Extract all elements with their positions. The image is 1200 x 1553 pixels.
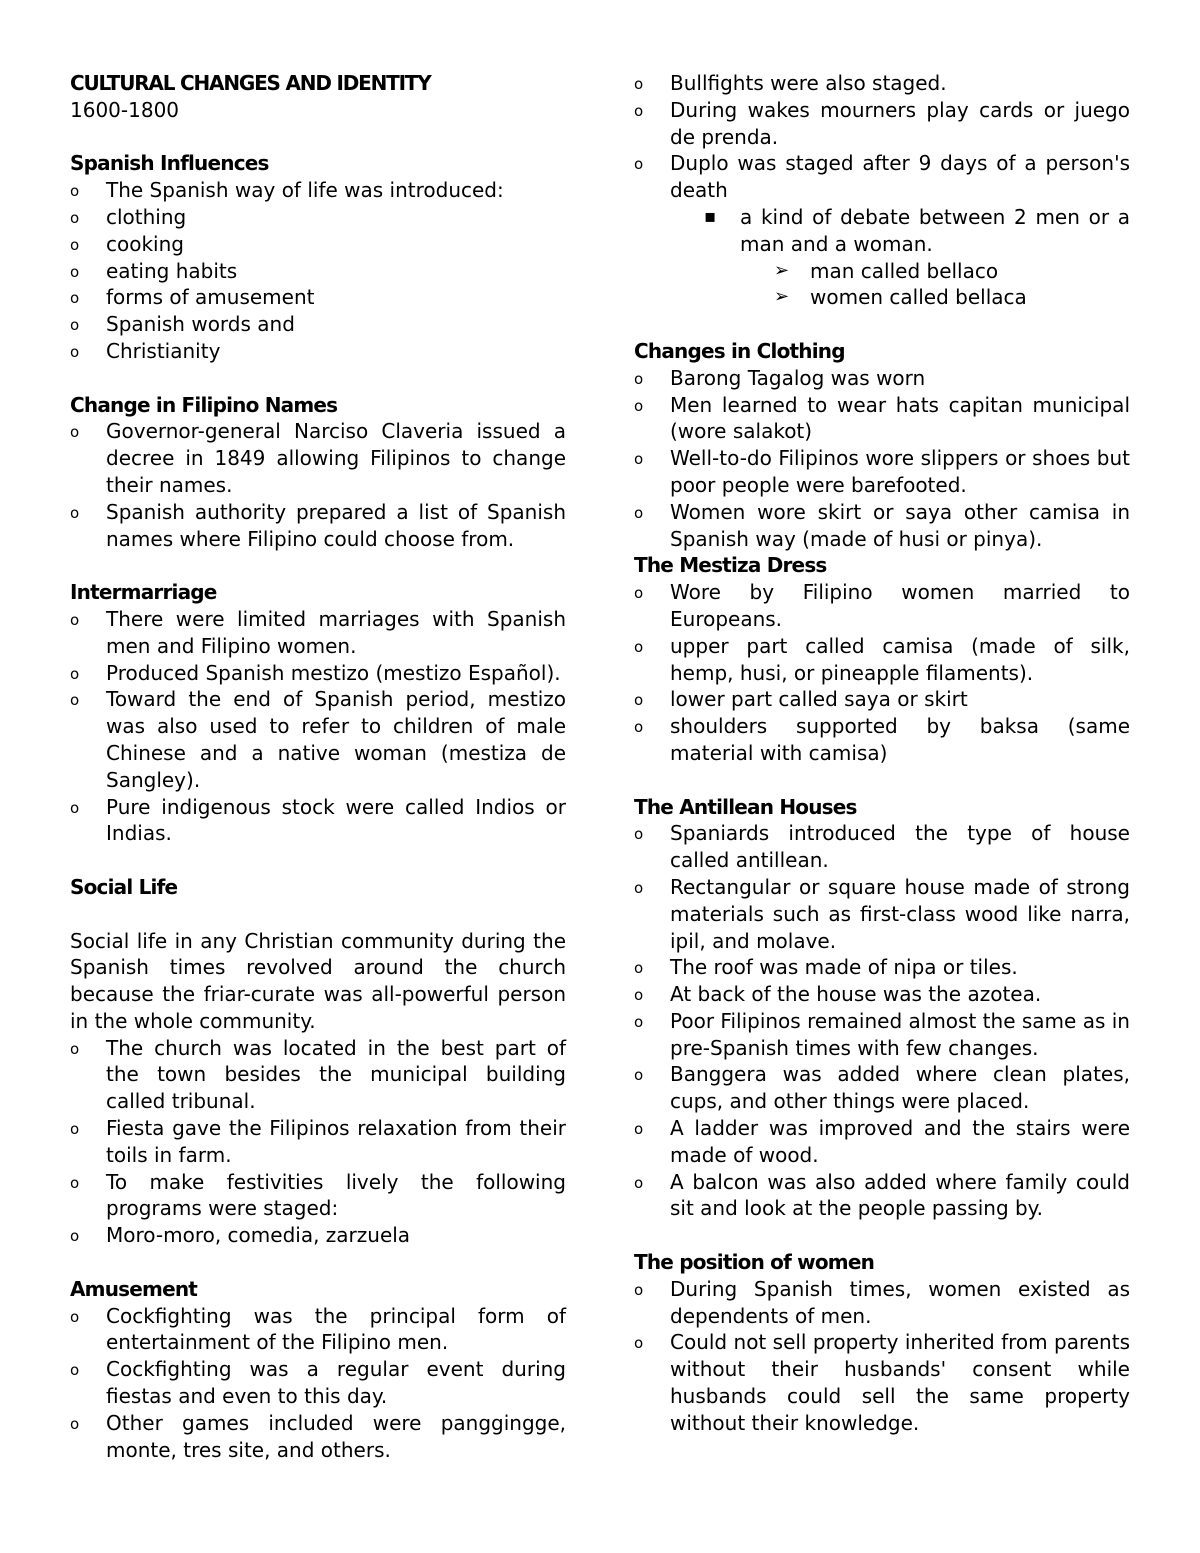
sub-sub-list-item: ➢ man called bellaco — [634, 258, 1130, 285]
list-item: o Fiesta gave the Filipinos relaxation from their toils in farm. — [70, 1115, 566, 1169]
right-column — [634, 70, 1130, 1437]
heading-amusement: Amusement — [70, 1276, 198, 1301]
list-item: o upper part called camisa (made of silk, hemp, husi, or pineapple filaments). — [634, 633, 1130, 687]
list-item: o lower part called saya or skirt — [634, 686, 1130, 713]
list-item: o At back of the house was the azotea. — [634, 981, 1130, 1008]
list-item: o shoulders supported by baksa (same material with camisa) — [634, 713, 1130, 767]
list-item: o Men learned to wear hats capitan municipal (wore salakot) — [634, 392, 1130, 446]
list-item: o Moro-moro, comedia, zarzuela — [70, 1222, 566, 1249]
list-item: o Cockfighting was the principal form of entertainment of the Filipino men. — [70, 1303, 566, 1357]
list-intermarriage — [70, 606, 566, 847]
list-item: o Toward the end of Spanish period, mestizo was also used to refer to children of male Chinese and a native woman (mestiza de Sangley). — [70, 686, 566, 793]
list-item: o A ladder was improved and the stairs were made of wood. — [634, 1115, 1130, 1169]
list-amusement-left — [70, 1303, 566, 1464]
list-item: o A balcon was also added where family could sit and look at the people passing by. — [634, 1169, 1130, 1223]
list-item: o Women wore skirt or saya other camisa in Spanish way (made of husi or pinya). — [634, 499, 1130, 553]
list-position-of-women — [634, 1276, 1130, 1437]
list-item: o To make festivities lively the following programs were staged: — [70, 1169, 566, 1223]
heading-social-life: Social Life — [70, 874, 178, 899]
list-filipino-names — [70, 418, 566, 552]
list-item: o Banggera was added where clean plates, cups, and other things were placed. — [634, 1061, 1130, 1115]
list-item: o During Spanish times, women existed as dependents of men. — [634, 1276, 1130, 1330]
list-item: o The Spanish way of life was introduced: — [70, 177, 566, 204]
heading-mestiza-dress: The Mestiza Dress — [634, 553, 827, 578]
list-item: o clothing — [70, 204, 566, 231]
list-item: o Spanish words and — [70, 311, 566, 338]
list-clothing — [634, 365, 1130, 553]
heading-position-of-women: The position of women — [634, 1250, 875, 1275]
list-item: o Produced Spanish mestizo (mestizo Español). — [70, 660, 566, 687]
list-item: o During wakes mourners play cards or juego de prenda. — [634, 97, 1130, 151]
list-item: o Spaniards introduced the type of house called antillean. — [634, 820, 1130, 874]
list-item: o Cockfighting was a regular event during fiestas and even to this day. — [70, 1356, 566, 1410]
list-item: o Poor Filipinos remained almost the same as in pre-Spanish times with few changes. — [634, 1008, 1130, 1062]
list-item: o Other games included were panggingge, monte, tres site, and others. — [70, 1410, 566, 1464]
sub-list-item: ▪ a kind of debate between 2 men or a man and a woman. — [634, 204, 1130, 258]
list-amusement-right — [634, 70, 1130, 311]
document-subtitle: 1600-1800 — [70, 97, 180, 122]
list-social-life — [70, 1035, 566, 1249]
heading-intermarriage: Intermarriage — [70, 580, 217, 605]
list-item: o The roof was made of nipa or tiles. — [634, 954, 1130, 981]
list-item: o Duplo was staged after 9 days of a person's death — [634, 150, 1130, 204]
heading-spanish-influences: Spanish Influences — [70, 151, 269, 176]
list-item: o Rectangular or square house made of strong materials such as first-class wood like narra, ipil, and molave. — [634, 874, 1130, 954]
list-item: o Pure indigenous stock were called Indios or Indias. — [70, 794, 566, 848]
heading-antillean-houses: The Antillean Houses — [634, 794, 857, 819]
list-item: o Bullfights were also staged. — [634, 70, 1130, 97]
heading-clothing: Changes in Clothing — [634, 338, 845, 363]
left-column — [70, 70, 566, 1463]
list-item: o Spanish authority prepared a list of Spanish names where Filipino could choose from. — [70, 499, 566, 553]
list-item: o Wore by Filipino women married to Europeans. — [634, 579, 1130, 633]
list-antillean-houses — [634, 820, 1130, 1222]
document-title: CULTURAL CHANGES AND IDENTITY — [70, 71, 431, 95]
list-item: o Well-to-do Filipinos wore slippers or shoes but poor people were barefooted. — [634, 445, 1130, 499]
list-item: o There were limited marriages with Spanish men and Filipino women. — [70, 606, 566, 660]
list-item: o eating habits — [70, 258, 566, 285]
list-item: o Barong Tagalog was worn — [634, 365, 1130, 392]
sub-sub-list-item: ➢ women called bellaca — [634, 284, 1130, 311]
list-item: o cooking — [70, 231, 566, 258]
list-item: o The church was located in the best part of the town besides the municipal building called tribunal. — [70, 1035, 566, 1115]
list-spanish-influences — [70, 177, 566, 365]
list-item: o Could not sell property inherited from parents without their husbands' consent while husbands could sell the same property without their knowledge. — [634, 1329, 1130, 1436]
list-mestiza-dress — [634, 579, 1130, 767]
list-item: o Governor-general Narciso Claveria issued a decree in 1849 allowing Filipinos to change their names. — [70, 418, 566, 498]
list-item: o forms of amusement — [70, 284, 566, 311]
list-item: o Christianity — [70, 338, 566, 365]
social-life-paragraph: Social life in any Christian community during the Spanish times revolved around the church because the friar-curate was all-powerful person in the whole community. — [70, 928, 566, 1033]
heading-filipino-names: Change in Filipino Names — [70, 392, 338, 417]
